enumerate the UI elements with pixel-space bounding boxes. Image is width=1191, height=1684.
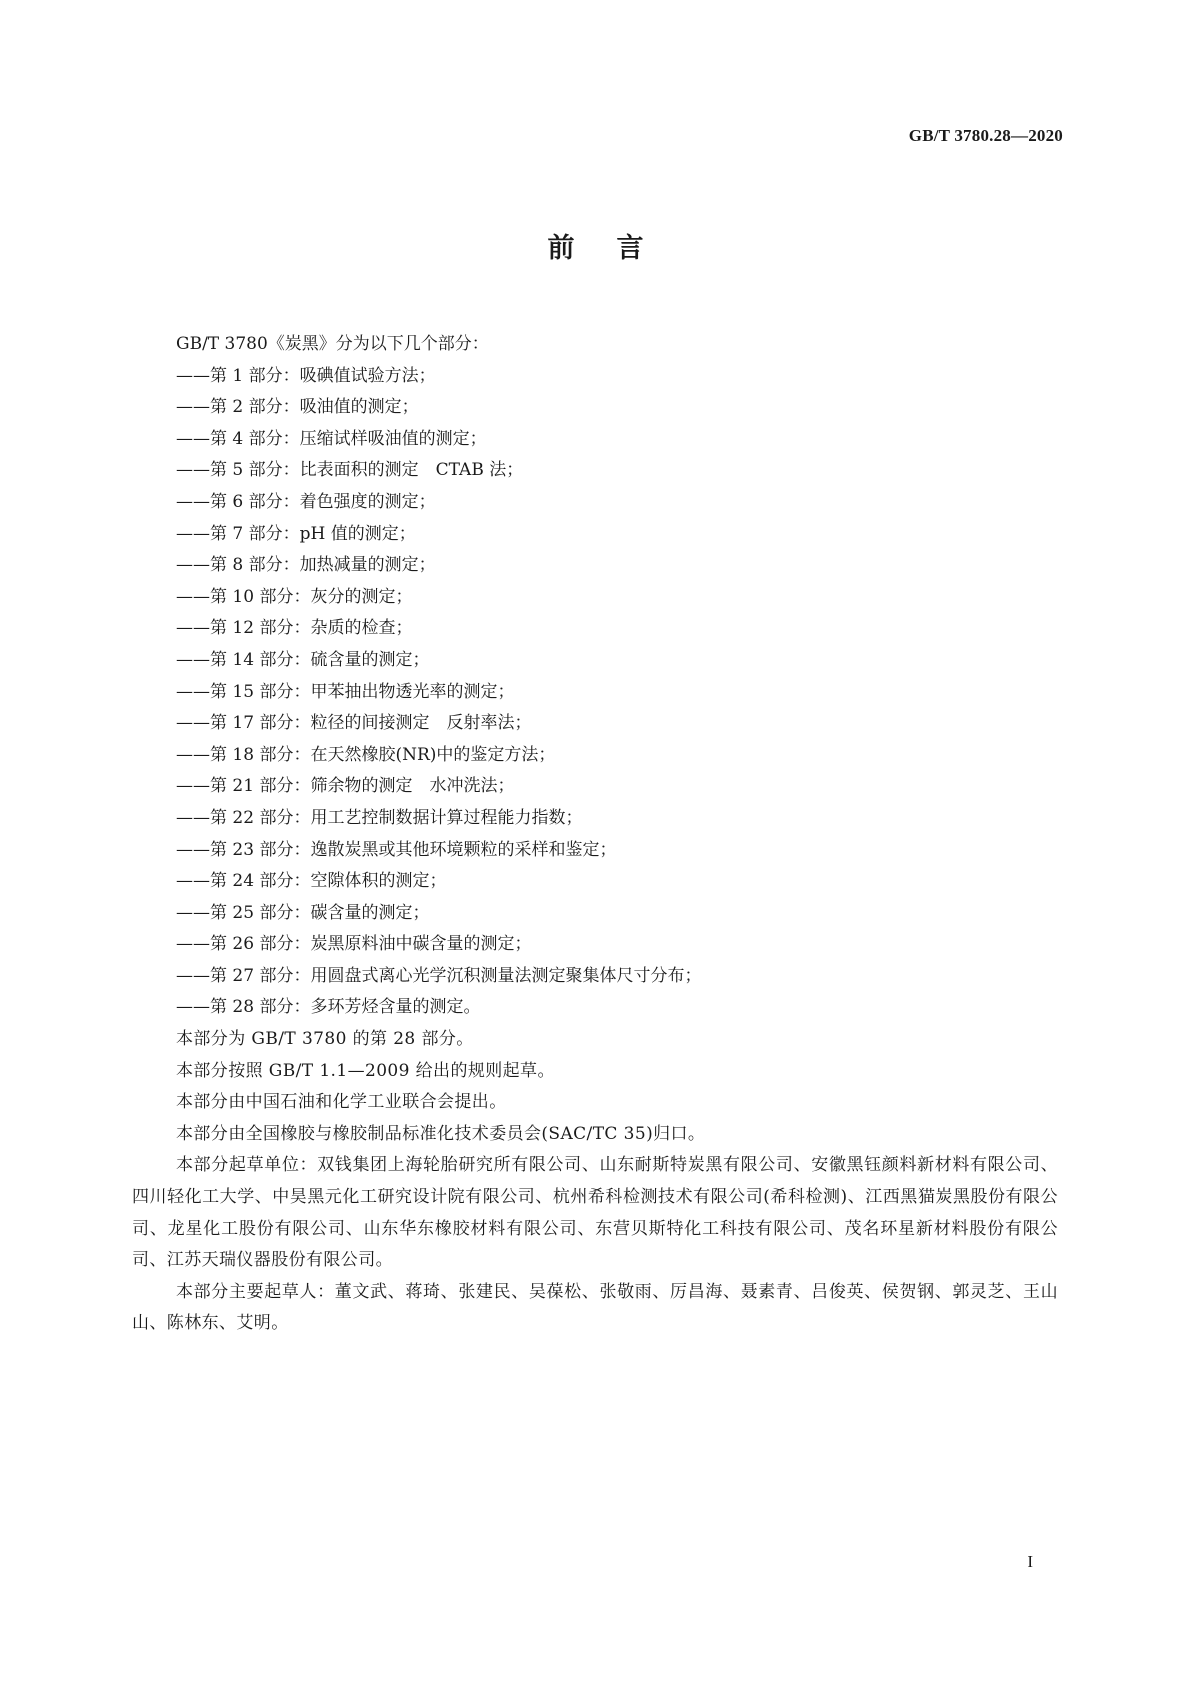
list-item: ——第 14 部分：硫含量的测定； — [176, 649, 430, 670]
list-item: ——第 1 部分：吸碘值试验方法； — [176, 365, 436, 386]
list-item: ——第 15 部分：甲苯抽出物透光率的测定； — [176, 681, 515, 702]
intro-line: GB/T 3780《炭黑》分为以下几个部分： — [176, 334, 489, 354]
list-item: ——第 28 部分：多环芳烃含量的测定。 — [176, 997, 481, 1018]
paragraph-proposer: 本部分由中国石油和化学工业联合会提出。 — [176, 1092, 507, 1113]
list-item: ——第 21 部分：筛余物的测定 水冲洗法； — [176, 776, 515, 797]
paragraph-committee: 本部分由全国橡胶与橡胶制品标准化技术委员会(SAC/TC 35)归口。 — [176, 1123, 706, 1144]
list-item: ——第 24 部分：空隙体积的测定； — [176, 871, 447, 892]
foreword-body — [132, 329, 1058, 1340]
paragraph-drafting-rules: 本部分按照 GB/T 1.1—2009 给出的规则起草。 — [176, 1060, 555, 1081]
paragraph-drafting-units: 本部分起草单位：双钱集团上海轮胎研究所有限公司、山东耐斯特炭黑有限公司、安徽黑钰颜料新材料有限公司、四川轻化工大学、中昊黑元化工研究设计院有限公司、杭州希科检测技术有限公司(希科检测)、江西黑猫炭黑股份有限公司、龙星化工股份有限公司、山东华东橡胶材料有限公司、东营贝斯特化工科技有限公司、茂名环星新材料股份有限公司、江苏天瑞仪器股份有限公司。 — [132, 1155, 1058, 1271]
paragraph-drafters: 本部分主要起草人：董文武、蒋琦、张建民、吴葆松、张敬雨、厉昌海、聂素青、吕俊英、侯贺钢、郭灵芝、王山山、陈林东、艾明。 — [132, 1281, 1058, 1334]
list-item: ——第 10 部分：灰分的测定； — [176, 586, 413, 607]
list-item: ——第 27 部分：用圆盘式离心光学沉积测量法测定聚集体尺寸分布； — [176, 965, 702, 986]
list-item: ——第 22 部分：用工艺控制数据计算过程能力指数； — [176, 807, 583, 828]
page-title: 前言 — [547, 233, 686, 264]
list-item: ——第 17 部分：粒径的间接测定 反射率法； — [176, 713, 532, 734]
list-item: ——第 4 部分：压缩试样吸油值的测定； — [176, 428, 487, 449]
list-item: ——第 18 部分：在天然橡胶(NR)中的鉴定方法； — [176, 744, 556, 765]
list-item: ——第 23 部分：逸散炭黑或其他环境颗粒的采样和鉴定； — [176, 839, 617, 860]
list-item: ——第 6 部分：着色强度的测定； — [176, 491, 436, 512]
list-item: ——第 5 部分：比表面积的测定 CTAB 法； — [176, 460, 524, 481]
list-item: ——第 2 部分：吸油值的测定； — [176, 397, 419, 418]
parts-list — [132, 361, 1058, 1024]
list-item: ——第 26 部分：炭黑原料油中碳含量的测定； — [176, 934, 532, 955]
list-item: ——第 25 部分：碳含量的测定； — [176, 902, 430, 923]
paragraph-part-number: 本部分为 GB/T 3780 的第 28 部分。 — [176, 1029, 474, 1050]
list-item: ——第 12 部分：杂质的检查； — [176, 618, 413, 639]
page-number: I — [1027, 1552, 1033, 1571]
standard-code: GB/T 3780.28—2020 — [908, 126, 1063, 145]
list-item: ——第 8 部分：加热减量的测定； — [176, 555, 436, 576]
list-item: ——第 7 部分：pH 值的测定； — [176, 523, 416, 544]
